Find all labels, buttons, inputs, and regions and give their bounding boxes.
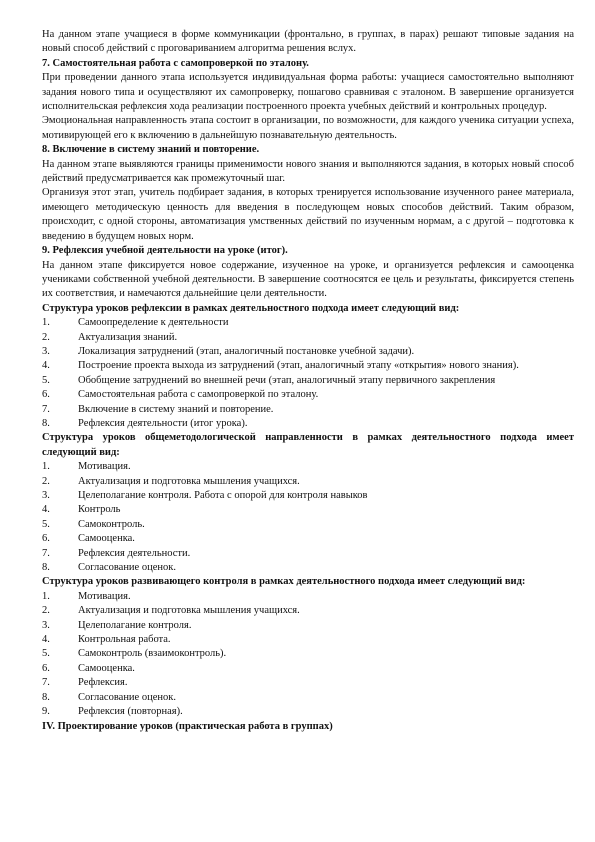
list-item [42, 475, 574, 489]
list-item [42, 403, 574, 417]
list-text: Самоопределение к деятельности [78, 317, 229, 329]
list-item [42, 359, 574, 373]
list-number: 5. [42, 648, 50, 660]
list-text: Самостоятельная работа с самопроверкой по эталону. [78, 389, 319, 401]
list-text: Актуализация знаний. [78, 331, 178, 343]
list-number: 6. [42, 662, 50, 674]
list-text: Согласование оценок. [78, 562, 176, 574]
list-text: Рефлексия деятельности. [78, 547, 191, 559]
list-item [42, 633, 574, 647]
list-number: 3. [42, 619, 50, 631]
list-number: 8. [42, 562, 50, 574]
list-number: 8. [42, 691, 50, 703]
document-page [42, 28, 574, 734]
list-text: Локализация затруднений (этап, аналогичный постановке учебной задачи). [78, 345, 415, 357]
list-item [42, 374, 574, 388]
list-heading: Структура уроков рефлексии в рамках деятельностного подхода имеет следующий вид: [42, 302, 460, 314]
list-item [42, 662, 574, 676]
list-text: Рефлексия (повторная). [78, 706, 183, 718]
list-item [42, 518, 574, 532]
paragraph: На данном этапе учащиеся в форме коммуникации (фронтально, в группах, в парах) решают типовые задания на новый способ действий с проговариванием алгоритма решения вслух. [42, 29, 574, 55]
list-number: 1. [42, 461, 50, 473]
section-heading: 7. Самостоятельная работа с самопроверкой по эталону. [42, 57, 309, 69]
list-item [42, 604, 574, 618]
list-text: Включение в систему знаний и повторение. [78, 403, 274, 415]
list-item [42, 345, 574, 359]
list-text: Рефлексия. [78, 677, 128, 689]
list-item [42, 489, 574, 503]
list-text: Целеполагание контроля. Работа с опорой для контроля навыков [78, 490, 368, 501]
list-text: Самоконтроль. [78, 518, 145, 530]
list-text: Целеполагание контроля. [78, 619, 192, 631]
list-text: Согласование оценок. [78, 691, 176, 703]
list-item [42, 503, 574, 517]
list-number: 6. [42, 389, 50, 401]
list-item [42, 676, 574, 690]
section-heading: 8. Включение в систему знаний и повторение. [42, 144, 260, 156]
list-number: 3. [42, 345, 50, 357]
list-number: 4. [42, 634, 50, 646]
section-heading: 9. Рефлексия учебной деятельности на уроке (итог). [42, 245, 288, 257]
list-item [42, 331, 574, 345]
list-text: Рефлексия деятельности (итог урока). [78, 417, 248, 429]
list-text: Обобщение затруднений во внешней речи (этап, аналогичный этапу первичного закрепления [78, 374, 496, 386]
paragraph: При проведении данного этапа используется индивидуальная форма работы: учащиеся самостоятельно выполняют задания нового типа и осуществляют их самопроверку, пошагово сравнивая с эталоном. В завершение организуется исполнительская рефлексия хода реализации построенного проекта учебных действий и контрольных процедур. [42, 72, 574, 113]
list-item [42, 691, 574, 705]
list-item [42, 619, 574, 633]
list-item [42, 532, 574, 546]
paragraph: Организуя этот этап, учитель подбирает задания, в которых тренируется использование изученного ранее материала, имеющего методическую ценность для введения в последующем новых способов действий. Таким образом, происходит, с одной стороны, автоматизация умственных действий по изученным нормам, а с другой – подготовка к введению в будущем новых норм. [42, 187, 574, 242]
list-text: Самооценка. [78, 662, 135, 674]
list-number: 4. [42, 504, 50, 516]
list-number: 2. [42, 475, 50, 487]
numbered-list [42, 590, 574, 720]
list-text: Актуализация и подготовка мышления учащихся. [78, 475, 300, 487]
list-text: Мотивация. [78, 590, 131, 602]
list-number: 2. [42, 331, 50, 343]
list-text: Контрольная работа. [78, 634, 171, 646]
list-item [42, 388, 574, 402]
numbered-list [42, 460, 574, 575]
list-number: 1. [42, 590, 50, 602]
list-item [42, 561, 574, 575]
numbered-list [42, 316, 574, 431]
list-text: Самоконтроль (взаимоконтроль). [78, 648, 227, 660]
list-item [42, 647, 574, 661]
list-number: 3. [42, 490, 50, 501]
list-number: 5. [42, 374, 50, 386]
section-heading: IV. Проектирование уроков (практическая работа в группах) [42, 720, 333, 732]
paragraph: Эмоциональная направленность этапа состоит в организации, по возможности, для каждого ученика ситуации успеха, мотивирующей его к включению в дальнейшую познавательную деятельность. [42, 115, 574, 141]
list-number: 4. [42, 360, 50, 372]
list-heading: Структура уроков развивающего контроля в рамках деятельностного подхода имеет следующий вид: [42, 576, 526, 588]
list-number: 7. [42, 547, 50, 559]
list-item [42, 590, 574, 604]
list-number: 1. [42, 317, 50, 329]
paragraph: На данном этапе фиксируется новое содержание, изученное на уроке, и организуется рефлексия и самооценка учениками собственной учебной деятельности. В завершение соотносятся ее цель и результаты, фиксируется степень их соответствия, и намечаются дальнейшие цели деятельности. [42, 259, 574, 300]
list-text: Актуализация и подготовка мышления учащихся. [78, 605, 300, 617]
list-number: 7. [42, 677, 50, 689]
list-number: 2. [42, 605, 50, 617]
list-text: Построение проекта выхода из затруднений (этап, аналогичный этапу «открытия» нового знания). [78, 360, 519, 372]
list-number: 8. [42, 417, 50, 429]
list-item [42, 547, 574, 561]
list-text: Контроль [78, 504, 121, 516]
list-item [42, 705, 574, 719]
list-number: 5. [42, 518, 50, 530]
list-number: 9. [42, 706, 50, 718]
list-number: 7. [42, 403, 50, 415]
list-heading: Структура уроков общеметодологической направленности в рамках деятельностного подхода имеет следующий вид: [42, 432, 574, 458]
list-item [42, 460, 574, 474]
list-text: Самооценка. [78, 533, 135, 545]
list-item [42, 417, 574, 431]
list-number: 6. [42, 533, 50, 545]
list-item [42, 316, 574, 330]
list-text: Мотивация. [78, 461, 131, 473]
paragraph: На данном этапе выявляются границы применимости нового знания и выполняются задания, в которых новый способ действий предусматривается как промежуточный шаг. [42, 158, 574, 185]
